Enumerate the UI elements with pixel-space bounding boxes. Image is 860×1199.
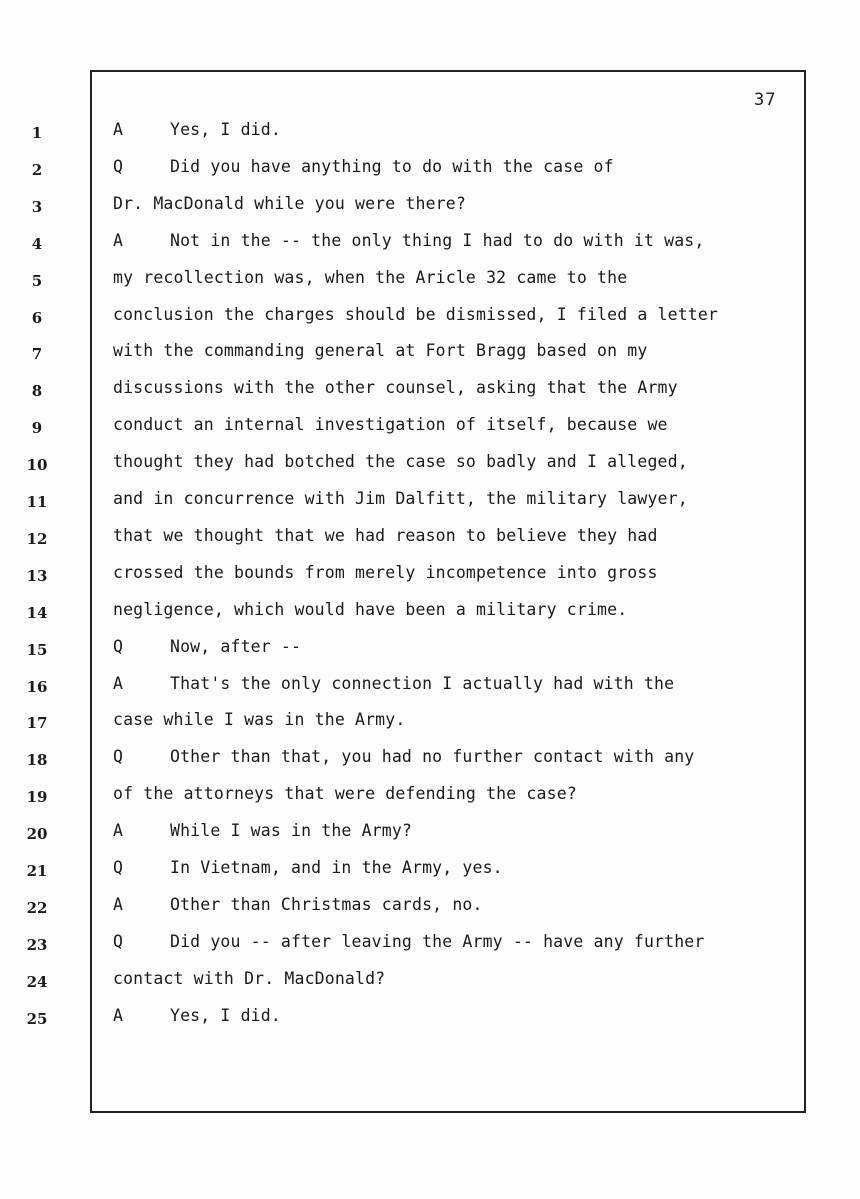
line-number: 7 <box>31 345 43 364</box>
line-number: 11 <box>26 493 48 511</box>
line-number: 20 <box>26 825 48 844</box>
speaker-label: Q <box>113 636 123 656</box>
line-text: conclusion the charges should be dismissed, I filed a letter <box>113 304 719 324</box>
line-number: 9 <box>31 419 43 438</box>
transcript-line <box>0 378 860 408</box>
line-text: with the commanding general at Fort Bragg based on my <box>113 341 648 361</box>
speaker-label: A <box>113 673 123 693</box>
transcript-line <box>0 415 860 445</box>
line-number: 25 <box>26 1009 48 1028</box>
transcript-line <box>0 674 860 704</box>
line-number: 22 <box>26 898 48 917</box>
line-text: conduct an internal investigation of itself, because we <box>113 415 668 435</box>
line-number: 16 <box>26 677 48 696</box>
line-text: of the attorneys that were defending the case? <box>113 784 577 804</box>
line-text: Other than Christmas cards, no. <box>170 894 483 914</box>
speaker-label: A <box>113 894 123 914</box>
speaker-label: A <box>113 120 123 139</box>
line-text: Yes, I did. <box>170 1005 281 1025</box>
transcript-line <box>0 637 860 667</box>
transcript-line <box>0 452 860 482</box>
transcript-line <box>0 821 860 851</box>
transcript-line <box>0 600 860 630</box>
line-text: my recollection was, when the Aricle 32 came to the <box>113 267 628 287</box>
transcript-line <box>0 194 860 224</box>
line-text: While I was in the Army? <box>170 821 413 841</box>
speaker-label: A <box>113 821 123 841</box>
line-number: 8 <box>31 382 43 401</box>
line-text: Yes, I did. <box>170 120 281 139</box>
page-number: 37 <box>754 90 777 110</box>
transcript-line <box>0 932 860 962</box>
transcript-line <box>0 231 860 261</box>
line-number: 18 <box>26 751 48 770</box>
transcript-line <box>0 526 860 556</box>
line-text: In Vietnam, and in the Army, yes. <box>170 858 503 877</box>
line-number: 13 <box>26 566 48 585</box>
line-number: 12 <box>26 529 48 548</box>
line-number: 6 <box>31 308 43 327</box>
speaker-label: A <box>113 230 123 250</box>
transcript-line <box>0 268 860 298</box>
line-text: Not in the -- the only thing I had to do with it was, <box>170 230 705 250</box>
transcript-line <box>0 341 860 371</box>
line-number: 23 <box>26 935 48 954</box>
line-number: 24 <box>26 972 48 991</box>
line-text: and in concurrence with Jim Dalfitt, the military lawyer, <box>113 489 688 508</box>
transcript-line <box>0 747 860 777</box>
transcript-line <box>0 563 860 593</box>
transcript-line <box>0 120 860 150</box>
transcript-line <box>0 858 860 888</box>
line-text: negligence, which would have been a military crime. <box>113 599 628 619</box>
line-text: case while I was in the Army. <box>113 710 406 730</box>
line-text: That's the only connection I actually had with the <box>170 673 675 693</box>
transcript-line <box>0 784 860 814</box>
line-text: thought they had botched the case so badly and I alleged, <box>113 452 688 472</box>
transcript-line <box>0 710 860 740</box>
line-number: 1 <box>31 124 43 142</box>
line-text: Dr. MacDonald while you were there? <box>113 193 466 213</box>
line-number: 19 <box>26 788 48 807</box>
speaker-label: Q <box>113 858 123 877</box>
speaker-label: Q <box>113 747 123 767</box>
line-number: 10 <box>26 456 48 475</box>
line-text: Other than that, you had no further contact with any <box>170 747 695 767</box>
transcript-line <box>0 489 860 519</box>
transcript-line <box>0 969 860 999</box>
speaker-label: Q <box>113 931 123 951</box>
line-number: 3 <box>31 197 43 216</box>
line-text: discussions with the other counsel, asking that the Army <box>113 378 678 398</box>
line-number: 15 <box>26 640 48 659</box>
line-number: 21 <box>26 862 48 880</box>
line-text: that we thought that we had reason to believe they had <box>113 525 658 545</box>
line-number: 14 <box>26 603 48 622</box>
transcript-line <box>0 1006 860 1036</box>
line-number: 17 <box>26 714 48 733</box>
line-number: 4 <box>31 234 43 253</box>
transcript-line <box>0 157 860 187</box>
line-number: 5 <box>31 271 43 290</box>
speaker-label: A <box>113 1005 123 1025</box>
line-text: Did you -- after leaving the Army -- have any further <box>170 931 705 951</box>
speaker-label: Q <box>113 156 123 176</box>
line-text: Did you have anything to do with the case of <box>170 156 614 176</box>
line-text: contact with Dr. MacDonald? <box>113 968 386 988</box>
transcript-line <box>0 305 860 335</box>
transcript-line <box>0 895 860 925</box>
line-text: Now, after -- <box>170 636 302 656</box>
line-number: 2 <box>31 160 43 179</box>
line-text: crossed the bounds from merely incompetence into gross <box>113 562 658 582</box>
